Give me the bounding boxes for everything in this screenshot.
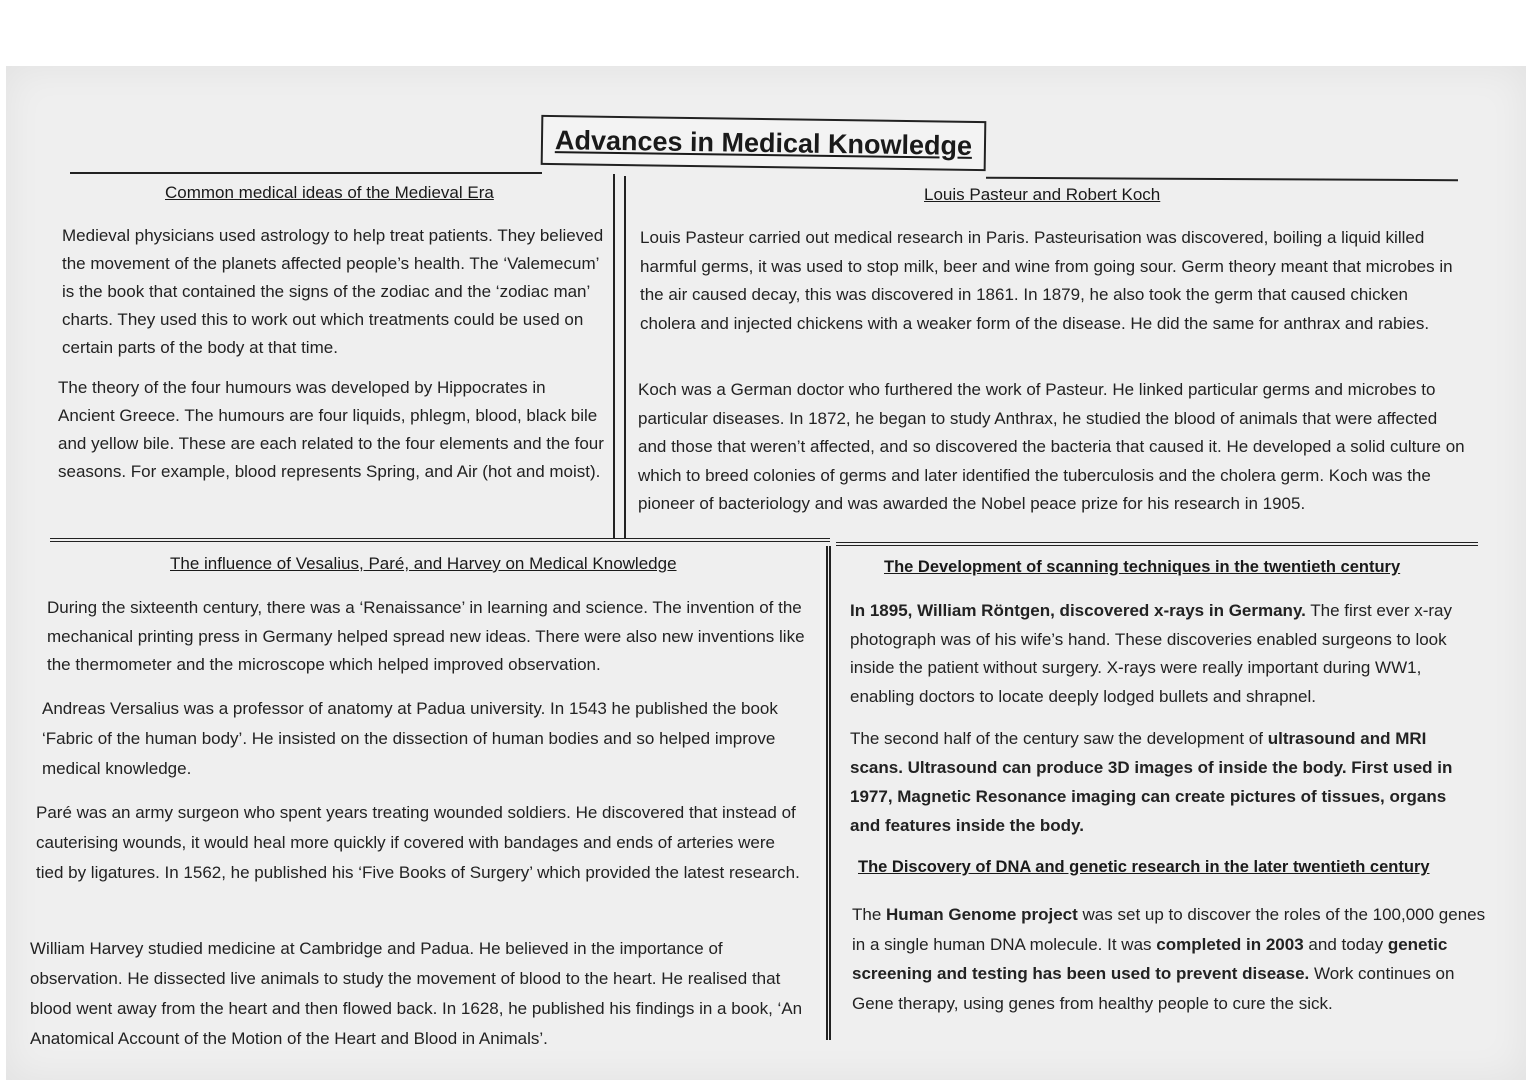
dna-text-c: was set up to discover the roles of the 100,000 genes in a single human DNA molecule. It was [852, 905, 1486, 954]
medieval-paragraph-1: Medieval physicians used astrology to help treat patients. They believed the movement of the planets affected people’s health. The ‘Valemecum’ is the book that contained the signs of the zodiac and the ‘zodiac man’ charts. They used this to work out which treatments could be used on certain parts of the body at that time. [62, 226, 604, 357]
pare-paragraph: Paré was an army surgeon who spent years treating wounded soldiers. He discovered that instead of cauterising wounds, it would heal more quickly if covered with bandages and ends of arteries were tied by ligatures. In 1562, he published his ‘Five Books of Surgery’ which provided the latest research. [36, 803, 800, 882]
harvey-paragraph: William Harvey studied medicine at Cambridge and Padua. He believed in the importance of observation. He dissected live animals to study the movement of blood to the heart. He realised that blood went away from the heart and then flowed back. In 1628, he published his findings in a book, ‘An Anatomical Account of the Motion of the Heart and Blood in Animals’. [30, 939, 803, 1048]
medieval-paragraph-2: The theory of the four humours was developed by Hippocrates in Ancient Greece. The humours are four liquids, phlegm, blood, black bile and yellow bile. These are each related to the four elements and the four seasons. For example, blood represents Spring, and Air (hot and moist). [58, 378, 604, 481]
scanning-paragraph-2-text: The second half of the century saw the development of [850, 729, 1263, 748]
dna-text-g: Work continues on Gene therapy, using genes from healthy people to cure the sick. [852, 964, 1455, 1013]
medieval-heading: Common medical ideas of the Medieval Era [165, 183, 494, 202]
koch-paragraph: Koch was a German doctor who furthered the work of Pasteur. He linked particular germs and microbes to particular diseases. In 1872, he began to study Anthrax, he studied the blood of animals that were affected and those that weren’t affected, and so discovered the bacteria that caused it. He developed a solid culture on which to breed colonies of germs and later identified the tuberculosis and the cholera germ. Koch was the pioneer of bacteriology and was awarded the Nobel peace prize for his research in 1905. [638, 380, 1465, 513]
document-title: Advances in Medical Knowledge [554, 124, 973, 161]
ultrasound-mri-highlight: ultrasound and MRI scans. Ultrasound can produce 3D images of inside the body. First used in 1977, Magnetic Resonance imaging can create pictures of tissues, organs and features inside the body. [850, 729, 1453, 835]
top-divider-inner [624, 176, 626, 538]
dna-text-e: and today [1308, 934, 1384, 954]
top-rule-left [70, 172, 542, 174]
dna-paragraph [852, 900, 1492, 1018]
pasteur-koch-heading: Louis Pasteur and Robert Koch [924, 185, 1161, 204]
vesalius-paragraph: Andreas Versalius was a professor of anatomy at Padua university. In 1543 he published the book ‘Fabric of the human body’. He insisted on the dissection of human bodies and so helped improve medical knowledge. [42, 699, 778, 778]
dna-text-a: The [852, 905, 882, 924]
vesalius-heading: The influence of Vesalius, Paré, and Harvey on Medical Knowledge [170, 554, 677, 573]
middle-rule-left [50, 538, 830, 542]
scanning-heading: The Development of scanning techniques in the twentieth century [884, 558, 1401, 576]
top-divider [613, 174, 615, 538]
screening-highlight: genetic screening and testing has been used to prevent disease. [852, 934, 1448, 983]
rontgen-highlight: In 1895, William Röntgen, discovered x-rays in Germany. [850, 601, 1306, 620]
scanning-paragraph-1 [850, 597, 1475, 711]
scanning-paragraph-2 [850, 724, 1480, 840]
bottom-divider [826, 546, 831, 1040]
pasteur-paragraph: Louis Pasteur carried out medical research in Paris. Pasteurisation was discovered, boiling a liquid killed harmful germs, it was used to stop milk, beer and wine from going sour. Germ theory meant that microbes in the air caused decay, this was discovered in 1861. In 1879, he also took the germ that caused chicken cholera and injected chickens with a weaker form of the disease. He did the same for anthrax and rabies. [640, 228, 1453, 333]
completed-highlight: completed in 2003 [1156, 934, 1304, 954]
middle-rule-right [836, 542, 1478, 546]
genome-highlight: Human Genome project [886, 905, 1078, 924]
dna-heading: The Discovery of DNA and genetic research in the later twentieth century [858, 858, 1430, 876]
scanning-paragraph-1-text: The first ever x-ray photograph was of his wife’s hand. These discoveries enabled surgeons to look inside the patient without surgery. X-rays were really important during WW1, enabling doctors to locate deeply lodged bullets and shrapnel. [850, 601, 1452, 706]
renaissance-paragraph: During the sixteenth century, there was a ‘Renaissance’ in learning and science. The invention of the mechanical printing press in Germany helped spread new ideas. There were also new inventions like the thermometer and the microscope which helped improved observation. [47, 598, 805, 674]
document-title-box [541, 115, 987, 171]
